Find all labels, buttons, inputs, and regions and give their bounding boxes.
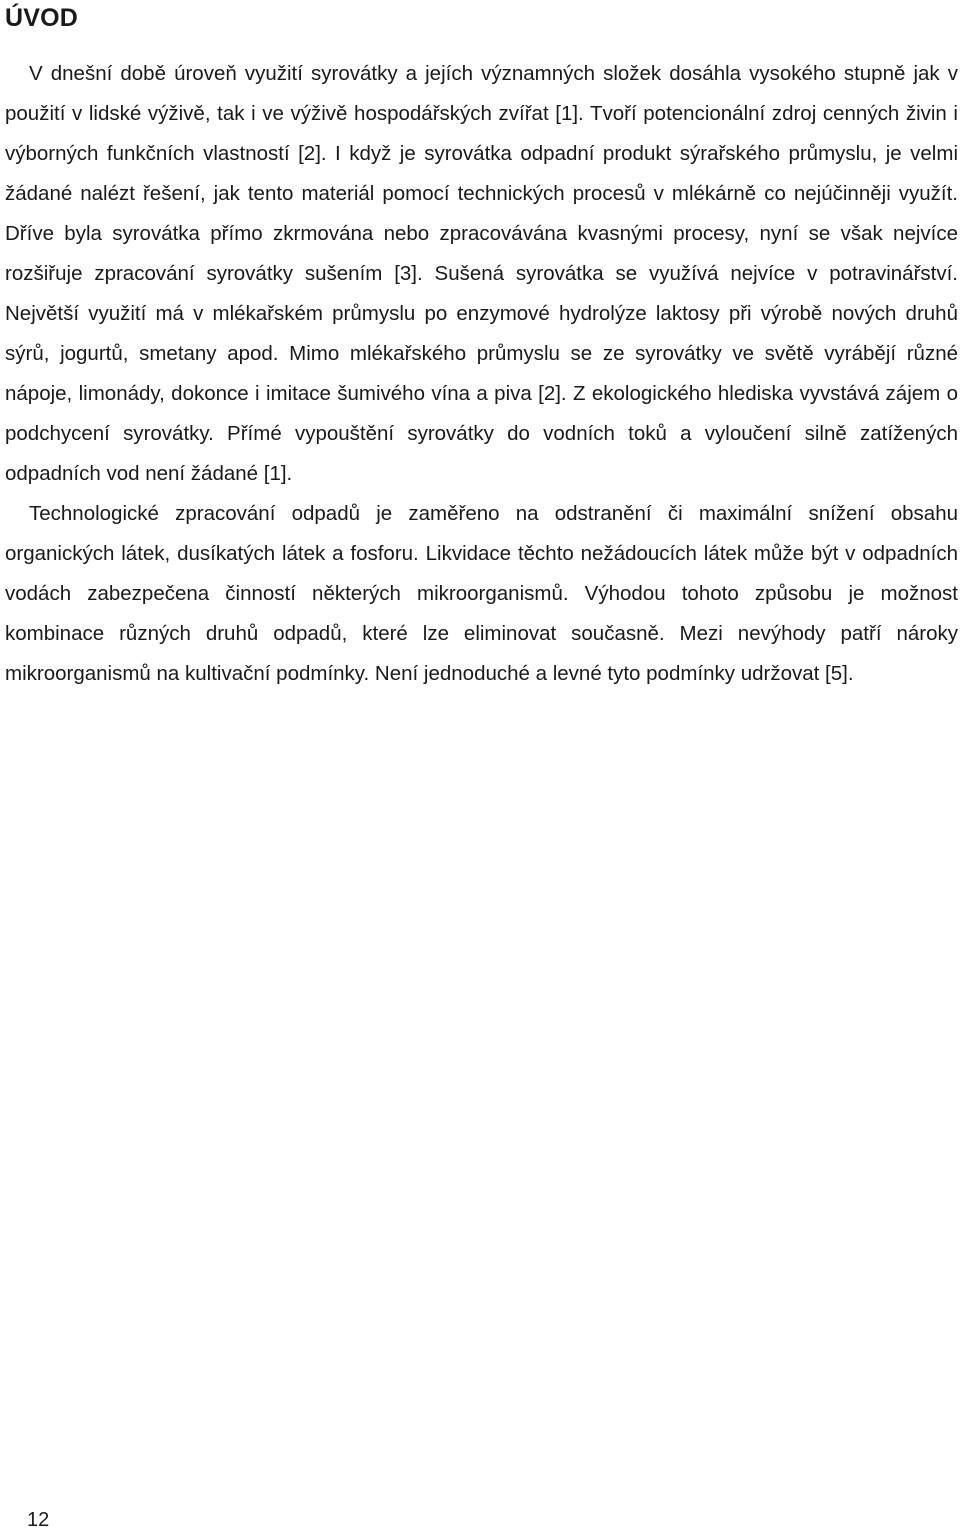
section-heading: ÚVOD: [5, 4, 79, 32]
document-page: [5, 0, 958, 694]
paragraph-2: Technologické zpracování odpadů je zaměřeno na odstranění či maximální snížení obsahu organických látek, dusíkatých látek a fosforu. Likvidace těchto nežádoucích látek může být v odpadních vodách zabezpečena činností některých mikroorganismů. Výhodou tohoto způsobu je možnost kombinace různých druhů odpadů, které lze eliminovat současně. Mezi nevýhody patří nároky mikroorganismů na kultivační podmínky. Není jednoduché a levné tyto podmínky udržovat [5].: [5, 502, 958, 685]
paragraph-1: V dnešní době úroveň využití syrovátky a jejích významných složek dosáhla vysokého stupně jak v použití v lidské výživě, tak i ve výživě hospodářských zvířat [1]. Tvoří potencionální zdroj cenných živin i výborných funkčních vlastností [2]. I když je syrovátka odpadní produkt sýrařského průmyslu, je velmi žádané nalézt řešení, jak tento materiál pomocí technických procesů v mlékárně co nejúčinněji využít. Dříve byla syrovátka přímo zkrmována nebo zpracovávána kvasnými procesy, nyní se však nejvíce rozšiřuje zpracování syrovátky sušením [3]. Sušená syrovátka se využívá nejvíce v potravinářství. Největší využití má v mlékařském průmyslu po enzymové hydrolýze laktosy při výrobě nových druhů sýrů, jogurtů, smetany apod. Mimo mlékařského průmyslu se ze syrovátky ve světě vyrábějí různé nápoje, limonády, dokonce i imitace šumivého vína a piva [2]. Z ekologického hlediska vyvstává zájem o podchycení syrovátky. Přímé vypouštění syrovátky do vodních toků a vyloučení silně zatížených odpadních vod není žádané [1].: [5, 62, 958, 485]
page-number: 12: [27, 1509, 50, 1531]
